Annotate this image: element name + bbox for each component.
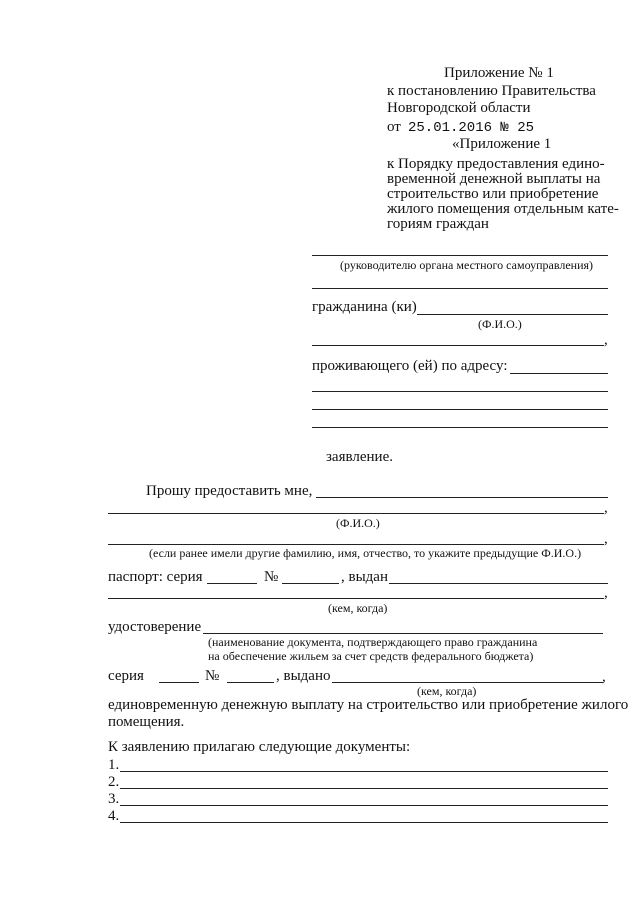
head-extra-field[interactable] (312, 271, 608, 287)
head-extra-line (312, 288, 608, 289)
passport-issued-field[interactable] (389, 567, 608, 583)
certificate-number-line (227, 682, 274, 683)
passport-issued-cont-line (108, 598, 604, 599)
statement-title: заявление. (326, 449, 393, 465)
address-line-3 (312, 409, 608, 410)
attachment-number-2: 2. (108, 774, 120, 790)
passport-number-field[interactable] (282, 567, 339, 583)
applicant-name-cont-line (108, 513, 604, 514)
citizen-name-field[interactable] (417, 298, 608, 314)
comma: , (604, 500, 608, 516)
former-names-caption: (если ранее имели другие фамилию, имя, отчество, то укажите предыдущие Ф.И.О.) (149, 546, 582, 560)
head-of-local-government-field[interactable] (312, 238, 608, 254)
address-line-1 (510, 373, 608, 374)
comma: , (602, 669, 606, 685)
attachment-number-3: 3. (108, 791, 120, 807)
certificate-series-line (159, 682, 199, 683)
attachment-number-4: 4. (108, 808, 120, 824)
attachment-field-4[interactable] (120, 806, 608, 822)
attachments-intro: К заявлению прилагаю следующие документы: (108, 739, 411, 755)
citizen-name-cont-field[interactable] (312, 328, 604, 344)
order-line-2: временной денежной выплаты на (387, 171, 601, 187)
attachment-field-1[interactable] (120, 755, 608, 771)
resolution-date-number: 25.01.2016 № 25 (408, 120, 535, 136)
address-line-4 (312, 427, 608, 428)
address-field-2[interactable] (312, 375, 608, 391)
certificate-name-field[interactable] (203, 617, 603, 633)
certificate-issued-caption: (кем, когда) (417, 684, 477, 698)
certificate-series-field[interactable] (159, 666, 199, 682)
certificate-caption-1: (наименование документа, подтверждающего право гражданина (208, 635, 538, 649)
address-field-1[interactable] (510, 356, 608, 372)
passport-issued-caption: (кем, когда) (328, 601, 388, 615)
attachment-field-2[interactable] (120, 772, 608, 788)
citizen-label: гражданина (ки) (312, 299, 417, 315)
applicant-fio-caption: (Ф.И.О.) (336, 516, 380, 530)
certificate-label: удостоверение (108, 619, 202, 635)
passport-series-field[interactable] (207, 567, 257, 583)
comma: , (604, 531, 608, 547)
address-line-2 (312, 391, 608, 392)
passport-label: паспорт: серия (108, 569, 203, 585)
address-field-3[interactable] (312, 393, 608, 409)
certificate-issued-field[interactable] (332, 666, 603, 682)
dated-prefix: от (387, 119, 401, 135)
head-of-local-government-line (312, 255, 608, 256)
citizen-fio-caption: (Ф.И.О.) (478, 317, 522, 331)
order-line-4: жилого помещения отдельным кате- (387, 201, 619, 217)
passport-issued-label: , выдан (341, 569, 388, 585)
certificate-caption-2: на обеспечение жильем за счет средств федерального бюджета) (208, 649, 534, 663)
purpose-line-2: помещения. (108, 714, 185, 730)
comma: , (604, 332, 608, 348)
attachment-line-4 (120, 822, 608, 823)
attachment-field-3[interactable] (120, 789, 608, 805)
order-line-3: строительство или приобретение (387, 186, 599, 202)
citizen-name-line (417, 314, 608, 315)
series-label: серия (108, 668, 144, 684)
applicant-name-cont-field[interactable] (108, 497, 604, 513)
region-line: Новгородской области (387, 100, 531, 116)
citizen-name-cont-line (312, 345, 604, 346)
address-field-4[interactable] (312, 411, 608, 427)
order-line-1: к Порядку предоставления едино- (387, 156, 605, 172)
order-line-5: гориям граждан (387, 216, 489, 232)
number-sign: № (264, 569, 279, 585)
number-sign: № (205, 668, 220, 684)
to-resolution-line: к постановлению Правительства (387, 83, 596, 99)
head-caption: (руководителю органа местного самоуправления) (340, 258, 594, 272)
passport-issued-cont-field[interactable] (108, 582, 604, 598)
appendix-number: Приложение № 1 (444, 65, 554, 81)
residing-label: проживающего (ей) по адресу: (312, 358, 508, 374)
purpose-line-1: единовременную денежную выплату на строительство или приобретение жилого (108, 697, 629, 713)
inner-appendix: «Приложение 1 (452, 136, 552, 152)
attachment-number-1: 1. (108, 757, 120, 773)
certificate-issued-line (332, 682, 603, 683)
certificate-issued-label: , выдано (276, 668, 331, 684)
request-text: Прошу предоставить мне, (146, 483, 313, 499)
certificate-number-field[interactable] (227, 666, 274, 682)
comma: , (604, 585, 608, 601)
former-names-line (108, 544, 604, 545)
former-names-field[interactable] (108, 528, 604, 544)
certificate-name-line (203, 633, 603, 634)
applicant-name-field[interactable] (316, 481, 608, 497)
